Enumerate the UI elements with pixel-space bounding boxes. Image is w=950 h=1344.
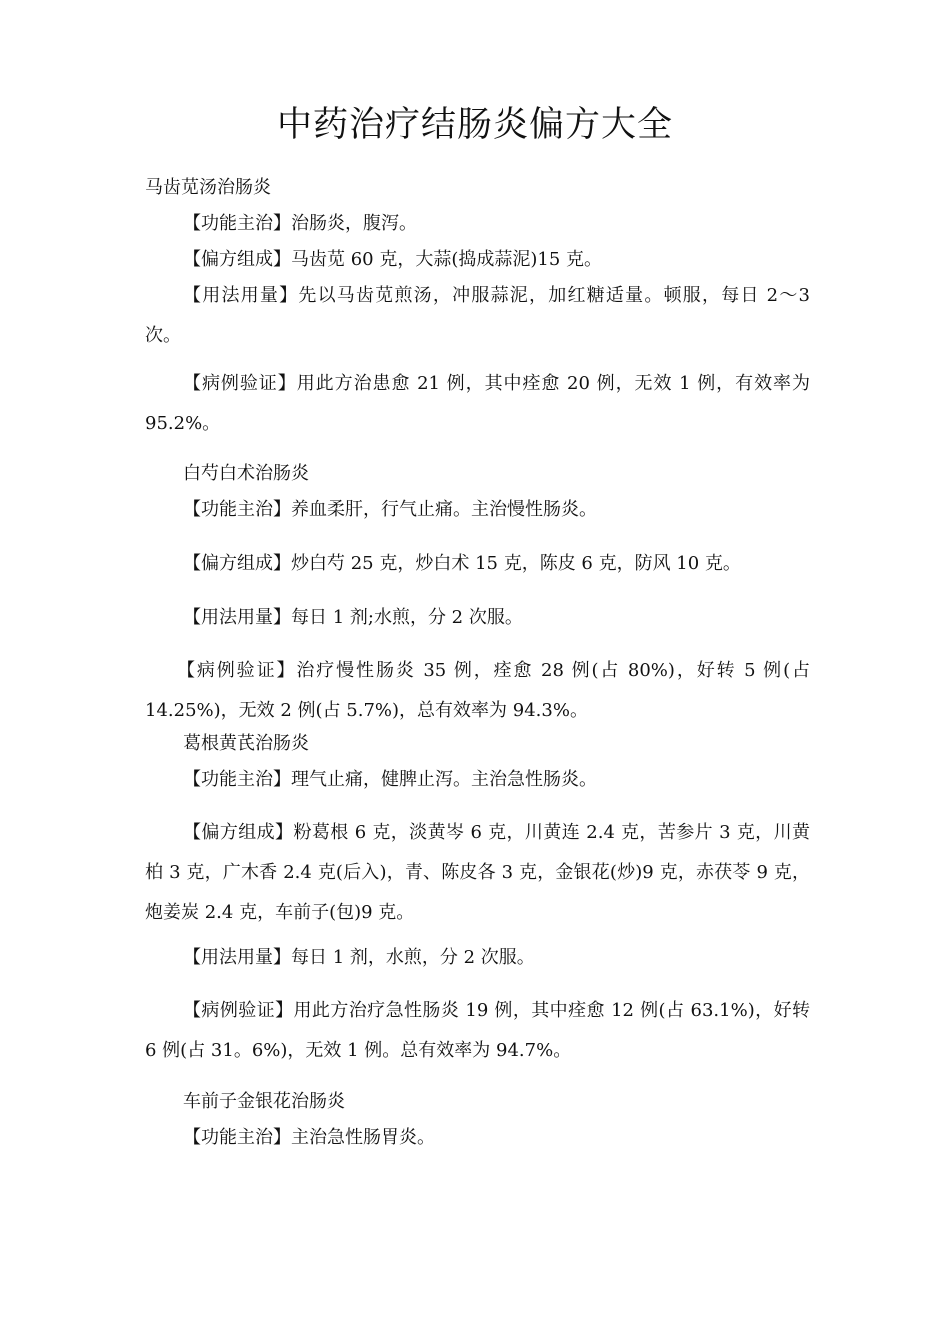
- section-2-usage: 【用法用量】每日 1 剂;水煎，分 2 次服。: [183, 607, 523, 628]
- section-2-cases: 【病例验证】治疗慢性肠炎 35 例，痊愈 28 例(占 80%)，好转 5 例(占 14.25%)，无效 2 例(占 5.7%)，总有效率为 94.3%。: [145, 660, 810, 721]
- section-2-composition: 【偏方组成】炒白芍 25 克，炒白术 15 克，陈皮 6 克，防风 10 克。: [183, 553, 741, 574]
- section-1-composition: 【偏方组成】马齿苋 60 克，大蒜(捣成蒜泥)15 克。: [183, 249, 603, 270]
- document-title: 中药治疗结肠炎偏方大全: [276, 105, 673, 145]
- section-heading-kudzu: 葛根黄芪治肠炎: [183, 733, 309, 754]
- section-heading-purslane: 马齿苋汤治肠炎: [145, 177, 271, 198]
- section-1-usage: 【用法用量】先以马齿苋煎汤，冲服蒜泥，加红糖适量。顿服，每日 2～3 次。: [145, 285, 810, 346]
- section-1-function: 【功能主治】治肠炎，腹泻。: [183, 213, 417, 234]
- section-heading-peony: 白芍白术治肠炎: [183, 463, 309, 484]
- section-3-usage: 【用法用量】每日 1 剂，水煎，分 2 次服。: [183, 947, 535, 968]
- section-3-cases: 【病例验证】用此方治疗急性肠炎 19 例，其中痊愈 12 例(占 63.1%)，好转 6 例(占 31。6%)，无效 1 例。总有效率为 94.7%。: [145, 1000, 810, 1061]
- section-1-cases: 【病例验证】用此方治患愈 21 例，其中痊愈 20 例，无效 1 例，有效率为 95.2%。: [145, 373, 810, 434]
- section-2-function: 【功能主治】养血柔肝，行气止痛。主治慢性肠炎。: [183, 499, 597, 520]
- section-4-function: 【功能主治】主治急性肠胃炎。: [183, 1127, 435, 1148]
- section-heading-plantago: 车前子金银花治肠炎: [183, 1091, 345, 1112]
- section-3-composition: 【偏方组成】粉葛根 6 克，淡黄岑 6 克，川黄连 2.4 克，苦参片 3 克，川黄柏 3 克，广木香 2.4 克(后入)，青、陈皮各 3 克，金银花(炒)9 克，赤茯苓 9 克，炮姜炭 2.4 克，车前子(包)9 克。: [145, 822, 810, 923]
- section-3-function: 【功能主治】理气止痛，健脾止泻。主治急性肠炎。: [183, 769, 597, 790]
